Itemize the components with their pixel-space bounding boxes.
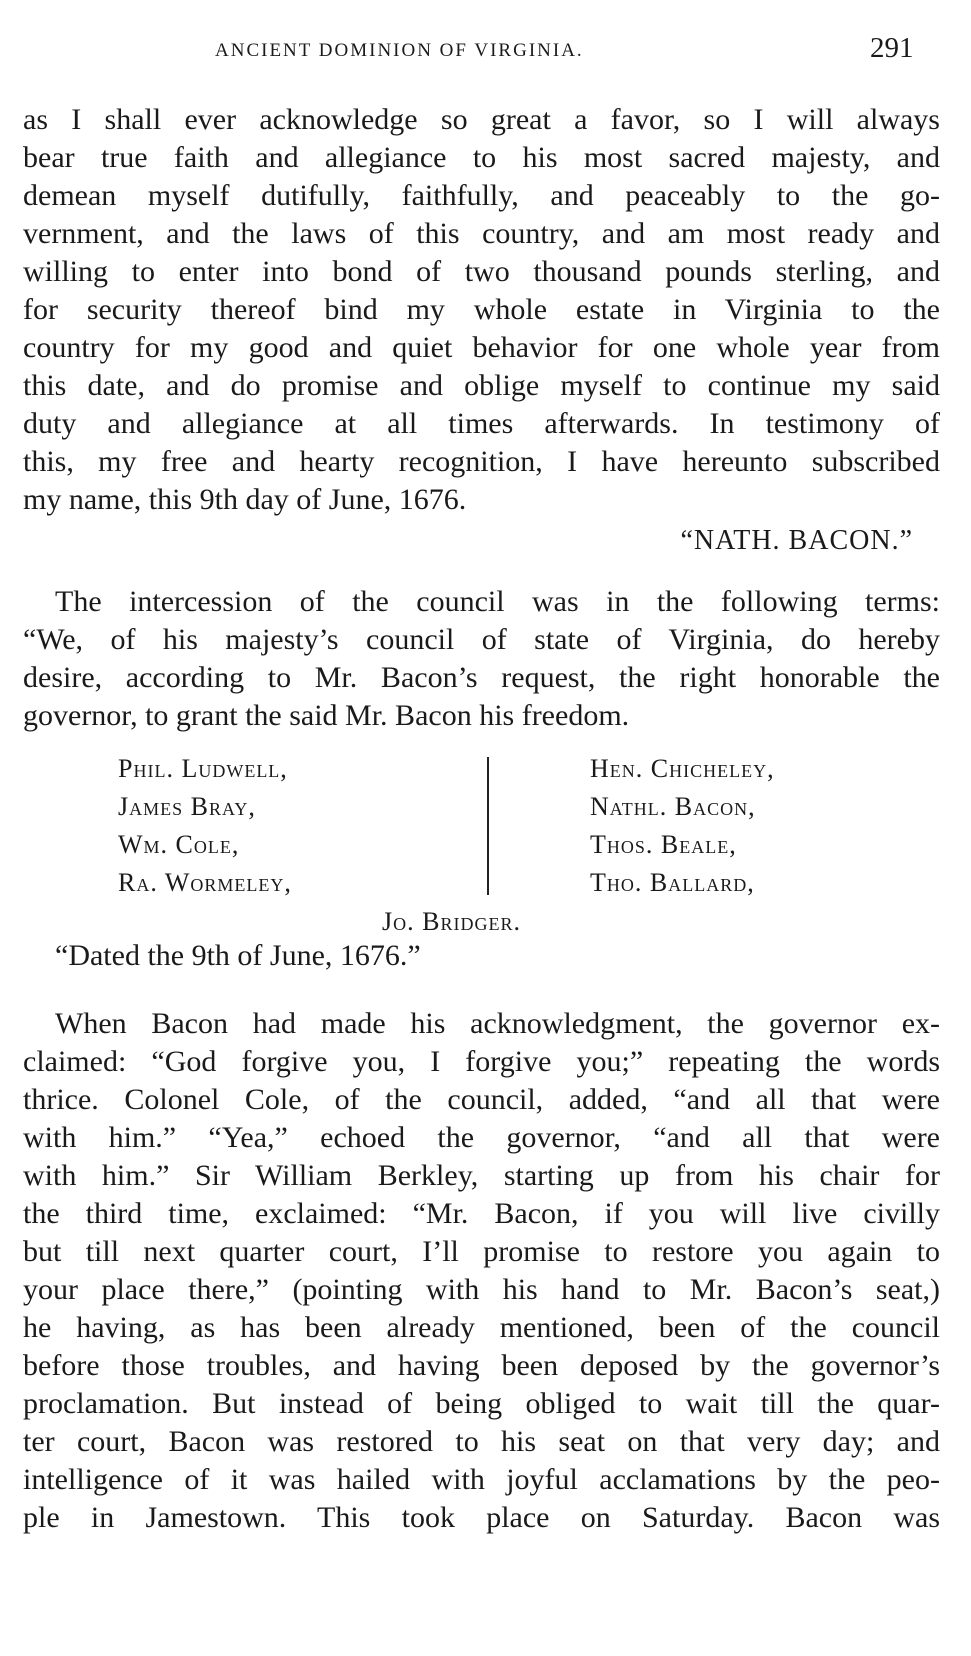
text-line: for security thereof bind my whole estate in Virginia to the xyxy=(23,293,940,326)
council-name: James Bray, xyxy=(118,792,256,821)
text-line: claimed: “God forgive you, I forgive you;” repeating the words xyxy=(23,1045,940,1078)
council-name: Wm. Cole, xyxy=(118,830,240,859)
text-line: thrice. Colonel Cole, of the council, added, “and all that were xyxy=(23,1083,940,1116)
final-signatory: Jo. Bridger. xyxy=(382,907,521,936)
text-line: governor, to grant the said Mr. Bacon his freedom. xyxy=(23,699,630,732)
text-line: bear true faith and allegiance to his most sacred majesty, and xyxy=(23,141,940,174)
text-line: duty and allegiance at all times afterwards. In testimony of xyxy=(23,407,940,440)
page-number: 291 xyxy=(870,32,914,64)
text-line: with him.” “Yea,” echoed the governor, “and all that were xyxy=(23,1121,940,1154)
text-line: your place there,” (pointing with his hand to Mr. Bacon’s seat,) xyxy=(23,1273,940,1306)
text-line: country for my good and quiet behavior for one whole year from xyxy=(23,331,940,364)
council-name: Phil. Ludwell, xyxy=(118,754,288,783)
text-line: The intercession of the council was in the following terms: xyxy=(55,585,940,618)
text-line: this, my free and hearty recognition, I have hereunto subscribed xyxy=(23,445,940,478)
dated-line: “Dated the 9th of June, 1676.” xyxy=(55,939,421,972)
text-line: proclamation. But instead of being obliged to wait till the quar- xyxy=(23,1387,940,1420)
text-line: he having, as has been already mentioned, been of the council xyxy=(23,1311,940,1344)
text-line: desire, according to Mr. Bacon’s request, the right honorable the xyxy=(23,661,940,694)
text-line: ter court, Bacon was restored to his seat on that very day; and xyxy=(23,1425,940,1458)
text-line: “We, of his majesty’s council of state of Virginia, do hereby xyxy=(23,623,940,656)
council-names-right xyxy=(590,750,775,902)
text-line: demean myself dutifully, faithfully, and peaceably to the go- xyxy=(23,179,940,212)
signature: “NATH. BACON.” xyxy=(680,525,913,556)
text-line: before those troubles, and having been deposed by the governor’s xyxy=(23,1349,940,1382)
text-line: intelligence of it was hailed with joyful acclamations by the peo- xyxy=(23,1463,940,1496)
text-line: my name, this 9th day of June, 1676. xyxy=(23,483,467,516)
text-line: willing to enter into bond of two thousand pounds sterling, and xyxy=(23,255,940,288)
council-name: Tho. Ballard, xyxy=(590,868,755,897)
council-name: Thos. Beale, xyxy=(590,830,737,859)
text-line: When Bacon had made his acknowledgment, the governor ex- xyxy=(55,1007,940,1040)
council-name: Hen. Chicheley, xyxy=(590,754,775,783)
council-name: Nathl. Bacon, xyxy=(590,792,756,821)
column-divider xyxy=(487,757,489,895)
text-line: but till next quarter court, I’ll promise to restore you again to xyxy=(23,1235,940,1268)
text-line: this date, and do promise and oblige myself to continue my said xyxy=(23,369,940,402)
text-line: ple in Jamestown. This took place on Saturday. Bacon was xyxy=(23,1501,940,1534)
council-names-left xyxy=(118,750,292,902)
running-title: ANCIENT DOMINION OF VIRGINIA. xyxy=(215,40,584,61)
council-name: Ra. Wormeley, xyxy=(118,868,292,897)
text-line: with him.” Sir William Berkley, starting up from his chair for xyxy=(23,1159,940,1192)
text-line: as I shall ever acknowledge so great a favor, so I will always xyxy=(23,103,940,136)
text-line: vernment, and the laws of this country, and am most ready and xyxy=(23,217,940,250)
text-line: the third time, exclaimed: “Mr. Bacon, if you will live civilly xyxy=(23,1197,940,1230)
